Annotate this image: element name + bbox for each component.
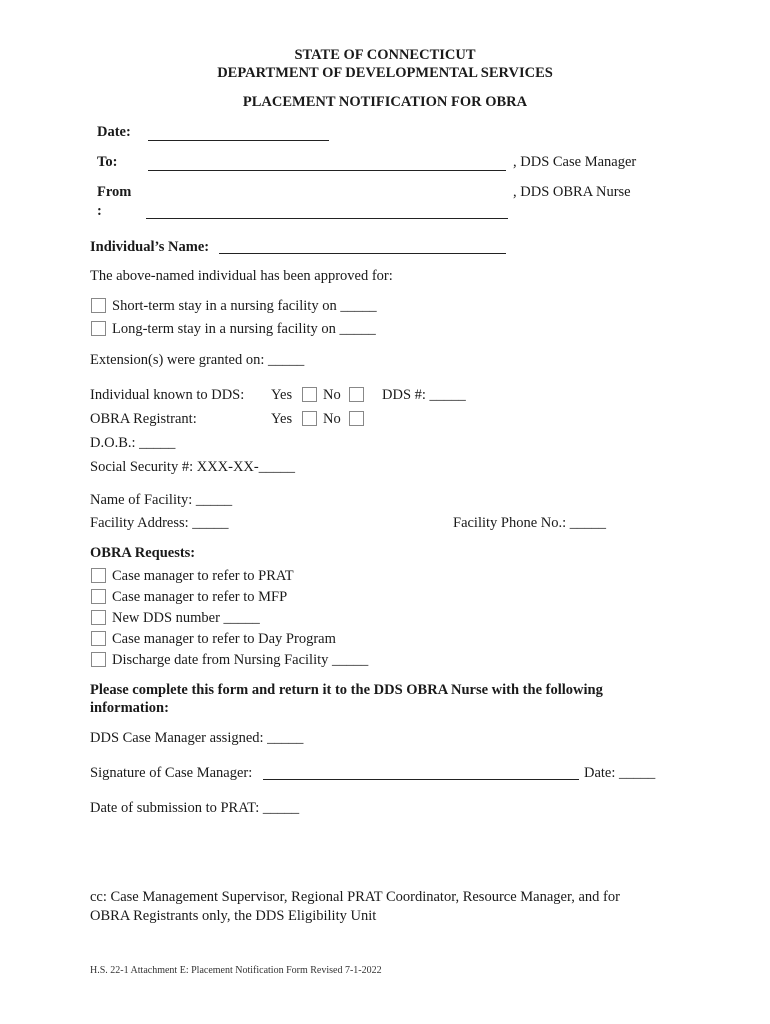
obra-requests-heading: OBRA Requests: — [90, 545, 196, 561]
case-manager-assigned: DDS Case Manager assigned: _____ — [90, 730, 304, 746]
request-discharge-checkbox[interactable] — [91, 652, 106, 667]
registrant-no-checkbox[interactable] — [349, 411, 364, 426]
state-heading: STATE OF CONNECTICUT — [294, 47, 476, 63]
short-term-label: Short-term stay in a nursing facility on _____ — [112, 298, 377, 314]
known-no-label: No — [323, 387, 341, 403]
request-day-program-checkbox[interactable] — [91, 631, 106, 646]
signature-date: Date: _____ — [584, 765, 656, 781]
request-prat-checkbox[interactable] — [91, 568, 106, 583]
facility-name: Name of Facility: _____ — [90, 492, 233, 508]
approved-text: The above-named individual has been approved for: — [90, 268, 393, 284]
request-new-dds-checkbox[interactable] — [91, 610, 106, 625]
known-yes-checkbox[interactable] — [302, 387, 317, 402]
instructions-line-2: information: — [90, 700, 169, 716]
registrant-yes-label: Yes — [271, 411, 293, 427]
department-heading: DEPARTMENT OF DEVELOPMENTAL SERVICES — [217, 65, 553, 81]
footer-text: H.S. 22-1 Attachment E: Placement Notification Form Revised 7-1-2022 — [90, 965, 382, 976]
date-field-line[interactable] — [148, 140, 329, 141]
submission-date: Date of submission to PRAT: _____ — [90, 800, 300, 816]
to-label: To: — [97, 154, 118, 170]
cc-line-1: cc: Case Management Supervisor, Regional PRAT Coordinator, Resource Manager, and for — [90, 889, 620, 905]
cc-line-2: OBRA Registrants only, the DDS Eligibility Unit — [90, 908, 377, 924]
dds-number: DDS #: _____ — [382, 387, 466, 403]
request-new-dds-label: New DDS number _____ — [112, 610, 260, 626]
from-suffix: , DDS OBRA Nurse — [513, 184, 631, 200]
from-field-line[interactable] — [146, 218, 508, 219]
from-label-colon: : — [97, 203, 102, 219]
registrant-no-label: No — [323, 411, 341, 427]
ssn-field: Social Security #: XXX-XX-_____ — [90, 459, 295, 475]
request-mfp-checkbox[interactable] — [91, 589, 106, 604]
instructions-line-1: Please complete this form and return it to the DDS OBRA Nurse with the following — [90, 682, 603, 698]
long-term-label: Long-term stay in a nursing facility on _____ — [112, 321, 376, 337]
date-label: Date: — [97, 124, 131, 140]
request-day-program-label: Case manager to refer to Day Program — [112, 631, 336, 647]
request-mfp-label: Case manager to refer to MFP — [112, 589, 288, 605]
individual-name-line[interactable] — [219, 253, 506, 254]
individual-name-label: Individual’s Name: — [90, 239, 210, 255]
signature-line[interactable] — [263, 779, 579, 780]
to-field-line[interactable] — [148, 170, 506, 171]
known-yes-label: Yes — [271, 387, 293, 403]
long-term-checkbox[interactable] — [91, 321, 106, 336]
known-no-checkbox[interactable] — [349, 387, 364, 402]
from-label: From — [97, 184, 132, 200]
known-to-dds-label: Individual known to DDS: — [90, 387, 245, 403]
obra-registrant-label: OBRA Registrant: — [90, 411, 197, 427]
registrant-yes-checkbox[interactable] — [302, 411, 317, 426]
request-prat-label: Case manager to refer to PRAT — [112, 568, 294, 584]
dob-field: D.O.B.: _____ — [90, 435, 176, 451]
signature-label: Signature of Case Manager: — [90, 765, 253, 781]
to-suffix: , DDS Case Manager — [513, 154, 637, 170]
request-discharge-label: Discharge date from Nursing Facility _____ — [112, 652, 369, 668]
facility-address: Facility Address: _____ — [90, 515, 229, 531]
short-term-checkbox[interactable] — [91, 298, 106, 313]
form-title: PLACEMENT NOTIFICATION FOR OBRA — [242, 94, 528, 110]
extension-text: Extension(s) were granted on: _____ — [90, 352, 305, 368]
facility-phone: Facility Phone No.: _____ — [453, 515, 607, 531]
